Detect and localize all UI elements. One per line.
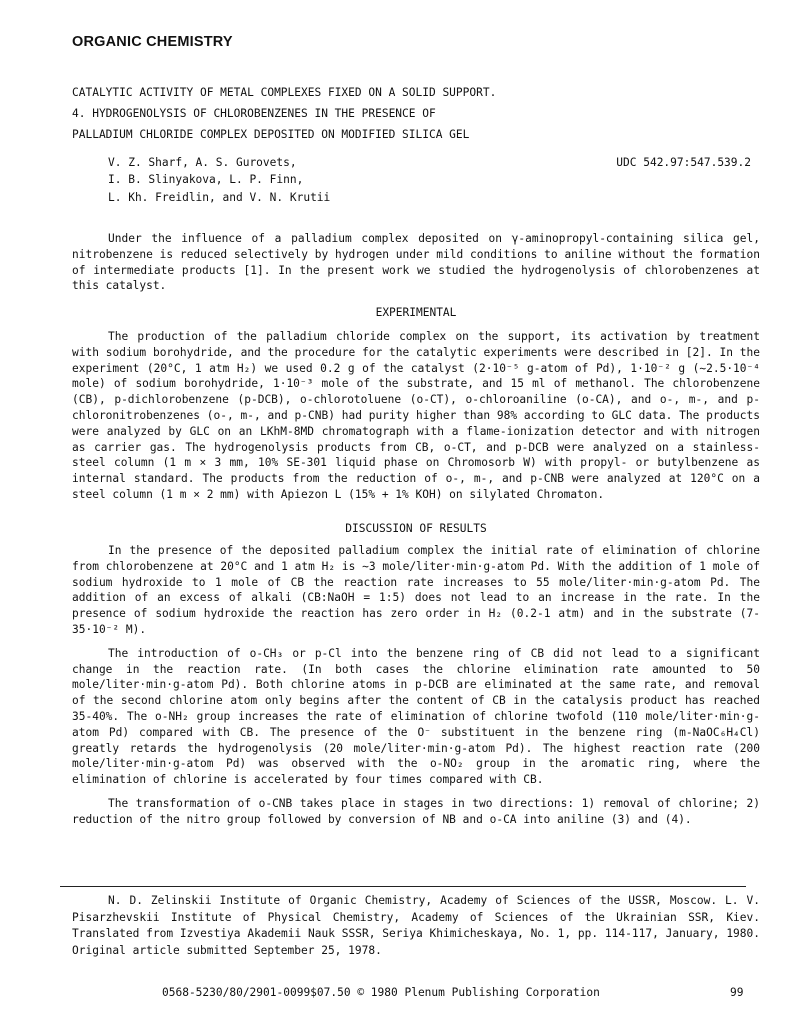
udc-code: UDC 542.97:547.539.2	[616, 156, 751, 169]
title-line: CATALYTIC ACTIVITY OF METAL COMPLEXES FIXED ON A SOLID SUPPORT.	[72, 86, 497, 99]
body-paragraph: The transformation of o-CNB takes place in stages in two directions: 1) removal of chlorine; 2) reduction of the nitro group followed by conversion of NB and o-CA into aniline (3) and (4).	[72, 796, 760, 826]
author-line: V. Z. Sharf, A. S. Gurovets,	[108, 156, 297, 169]
body-paragraph: The introduction of o-CH₃ or p-Cl into the benzene ring of CB did not lead to a significant change in the reaction rate. (In both cases the chlorine elimination rate amounted to 50 mole/liter·min·g-atom Pd). Both chlorine atoms in p-DCB are eliminated at the same rate, and removal of the second chlorine atom only begins after the content of CB in the catalysis product has reached 35-40%. The o-NH₂ group increases the rate of elimination of chlorine twofold (110 mole/liter·min·g-atom Pd) compared with CB. The presence of the O⁻ substituent in the benzene ring (m-NaOC₆H₄Cl) greatly retards the hydrogenolysis (20 mole/liter·min·g-atom Pd). The highest reaction rate (200 mole/liter·min·g-atom Pd) was observed with the o-NO₂ group in the aromatic ring, where the elimination of chlorine is accelerated by four times compared with CB.	[72, 646, 760, 787]
section-heading-experimental: EXPERIMENTAL	[375, 306, 457, 319]
experimental-body	[72, 329, 760, 503]
title-line: 4. HYDROGENOLYSIS OF CHLOROBENZENES IN THE PRESENCE OF	[72, 107, 436, 120]
footnote-text: N. D. Zelinskii Institute of Organic Chemistry, Academy of Sciences of the USSR, Moscow. L. V. Pisarzhevskii Institute of Physical Chemistry, Academy of Sciences of the Ukrainian SSR, Kiev. Translated from Izvestiya Akademii Nauk SSSR, Seriya Khimicheskaya, No. 1, pp. 114-117, January, 1980. Original article submitted September 25, 1978.	[72, 894, 760, 957]
intro-paragraph: Under the influence of a palladium complex deposited on γ-aminopropyl-containing silica gel, nitrobenzene is reduced selectively by hydrogen under mild conditions to aniline without the formation of intermediate products [1]. In the present work we studied the hydrogenolysis of chlorobenzenes at this catalyst.	[72, 232, 760, 293]
author-list	[108, 154, 330, 206]
title-line: PALLADIUM CHLORIDE COMPLEX DEPOSITED ON MODIFIED SILICA GEL	[72, 128, 470, 141]
section-heading-discussion: DISCUSSION OF RESULTS	[345, 522, 487, 535]
article-title	[72, 82, 496, 145]
discussion-body	[72, 543, 760, 828]
intro-paragraph-block	[72, 231, 760, 294]
footnote-divider	[60, 886, 746, 887]
journal-section-header: ORGANIC CHEMISTRY	[72, 34, 233, 50]
publication-code: 0568-5230/80/2901-0099$07.50 © 1980 Plenum Publishing Corporation	[162, 986, 600, 999]
author-line: I. B. Slinyakova, L. P. Finn,	[108, 173, 304, 187]
page-number: 99	[730, 986, 744, 999]
footnote	[72, 893, 760, 959]
author-line: L. Kh. Freidlin, and V. N. Krutii	[108, 190, 331, 204]
body-paragraph: In the presence of the deposited palladium complex the initial rate of elimination of chlorine from chlorobenzene at 20°C and 1 atm H₂ is ∼3 mole/liter·min·g-atom Pd. With the addition of 1 mole of sodium hydroxide to 1 mole of CB the reaction rate increases to 55 mole/liter·min·g-atom Pd. The addition of an excess of alkali (CB:NaOH = 1:5) does not lead to an increase in the rate. In the presence of sodium hydroxide the reaction has zero order in H₂ (0.2-1 atm) and in the substrate (7-35·10⁻² M).	[72, 544, 760, 636]
body-paragraph: The production of the palladium chloride complex on the support, its activation by treatment with sodium borohydride, and the procedure for the catalytic experiments were described in [2]. In the experiment (20°C, 1 atm H₂) we used 0.2 g of the catalyst (2·10⁻⁵ g-atom of Pd), 1·10⁻² g (∼2.5·10⁻⁴ mole) of sodium borohydride, 1·10⁻³ mole of the substrate, and 15 ml of methanol. The chlorobenzene (CB), p-dichlorobenzene (p-DCB), o-chlorotoluene (o-CT), o-chloroaniline (o-CA), and o-, m-, and p-chloronitrobenzenes (o-, m-, and p-CNB) had purity higher than 98% according to GLC data. The products were analyzed by GLC on an LKhM-8MD chromatograph with a flame-ionization detector and with nitrogen as carrier gas. The hydrogenolysis products from CB, o-CT, and p-DCB were analyzed on a stainless-steel column (1 m × 3 mm, 10% SE-301 liquid phase on Chromosorb W) with propyl- or butylbenzene as internal standard. The products from the reduction of o-, m-, and p-CNB were analyzed at 120°C on a steel column (1 m × 2 mm) with Apiezon L (15% + 1% KOH) on silylated Chromaton.	[72, 330, 760, 501]
